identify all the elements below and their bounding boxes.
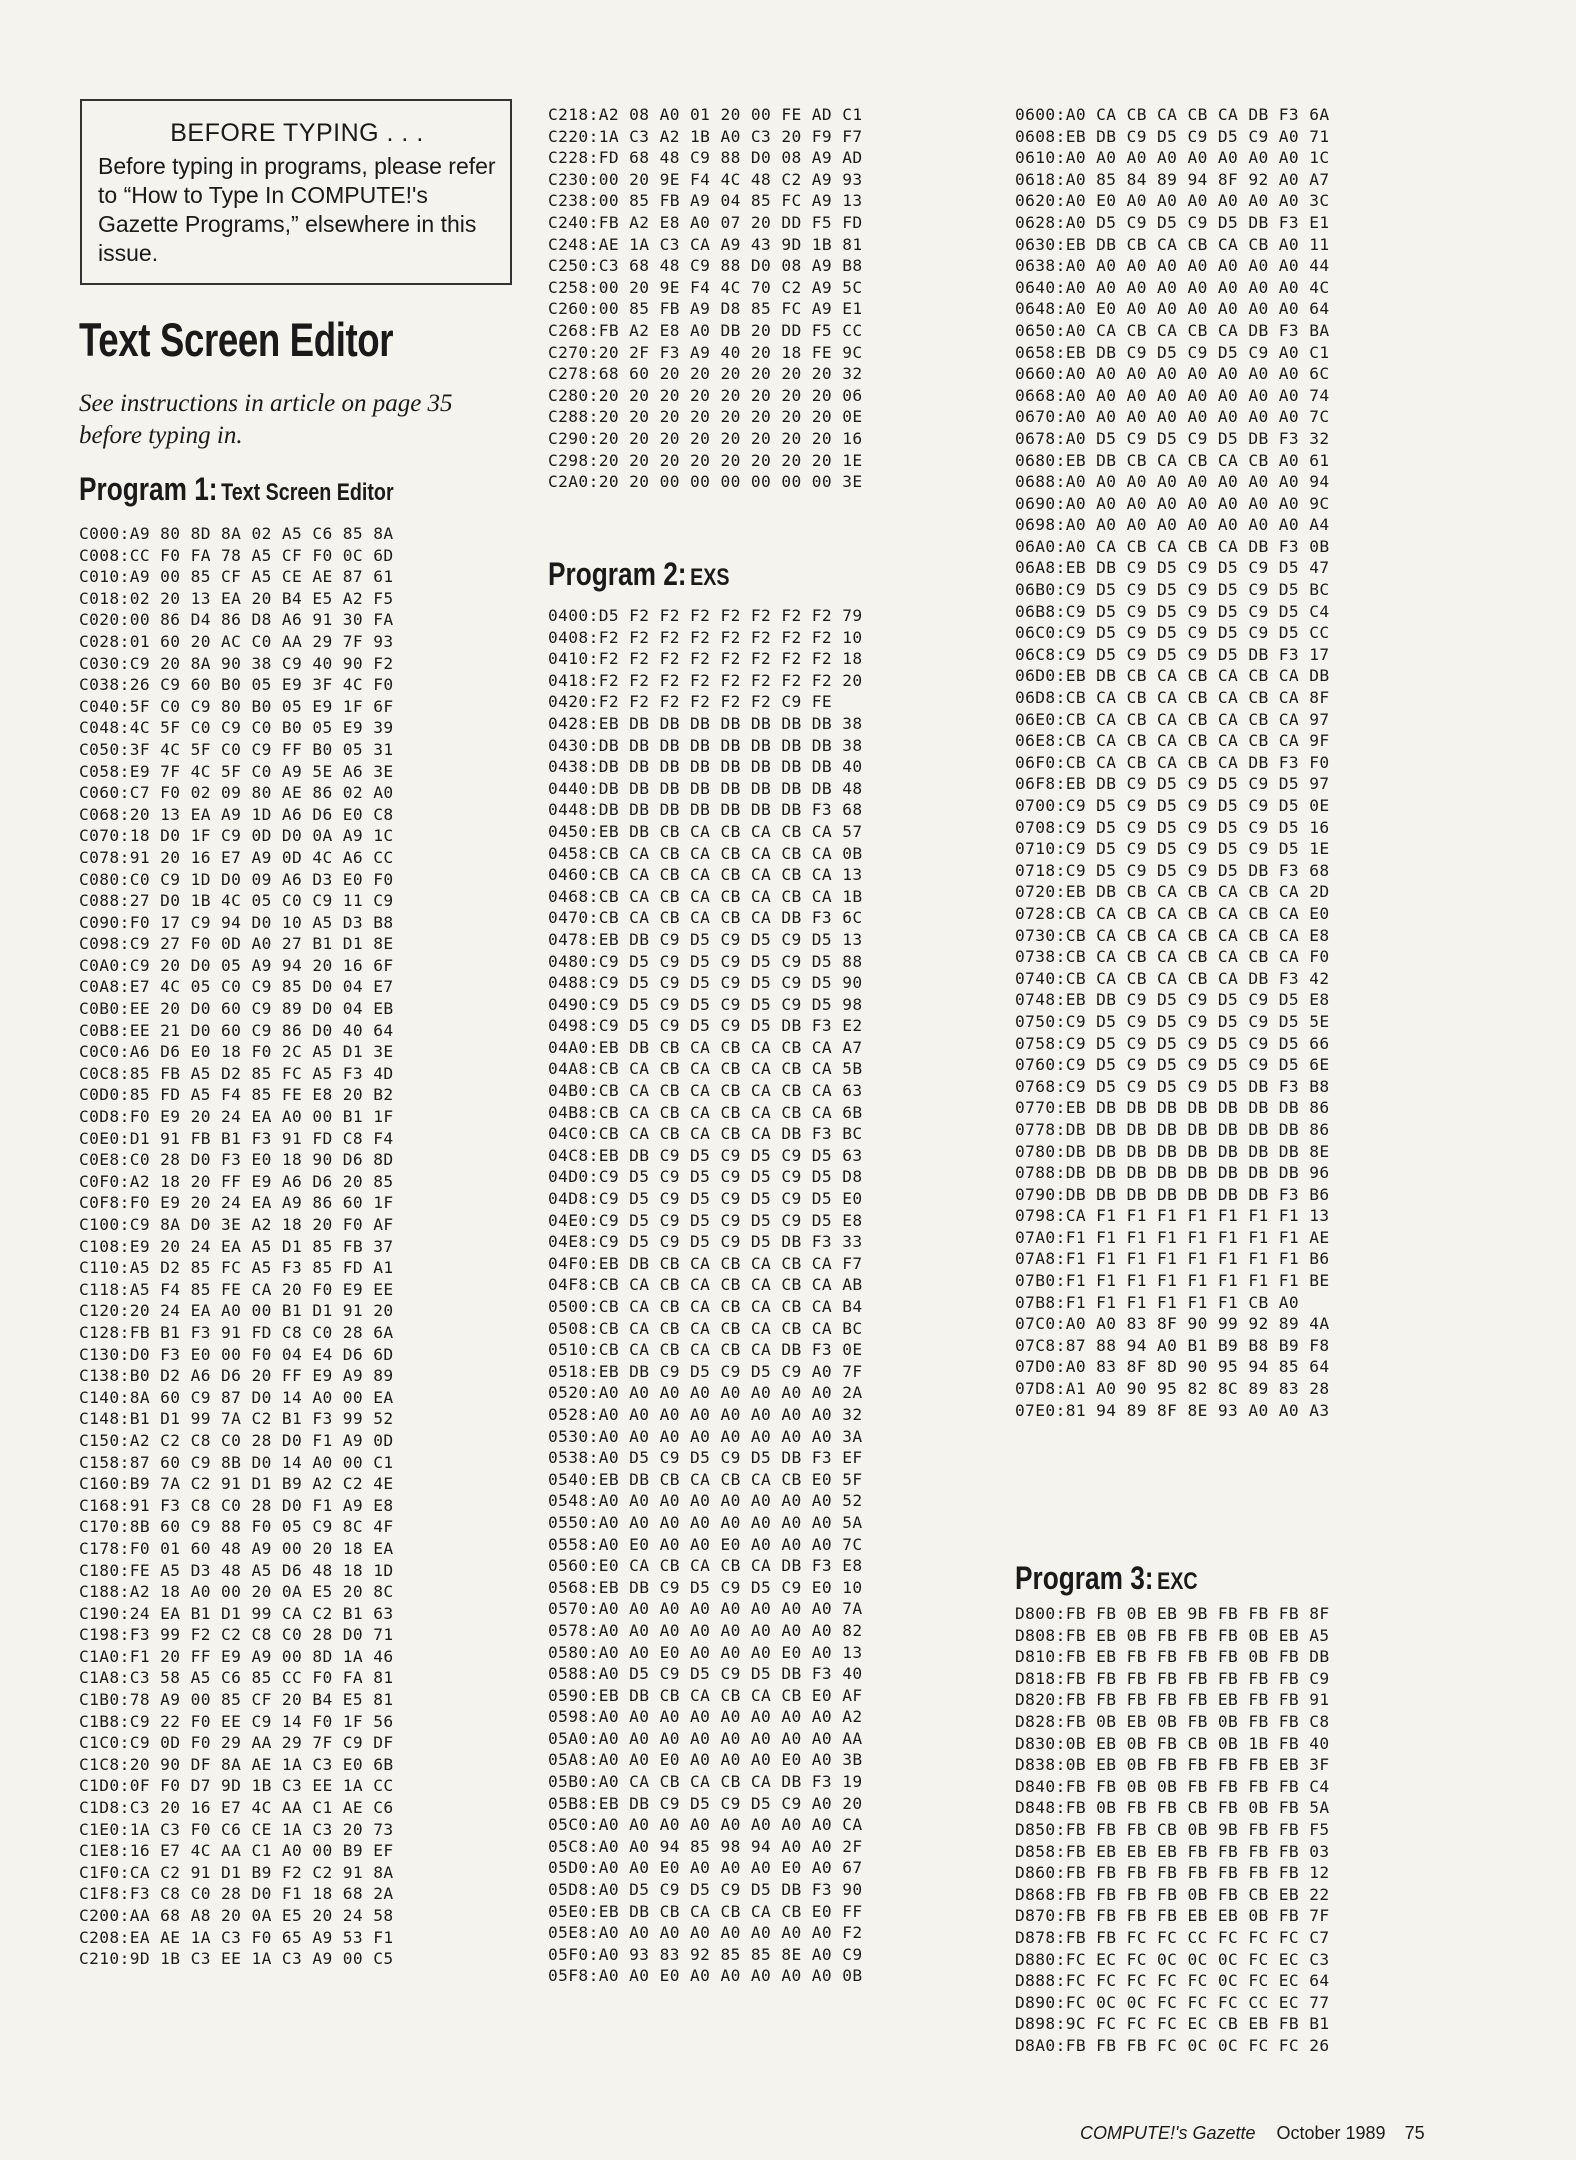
listing-line: 0530:A0 A0 A0 A0 A0 A0 A0 A0 3A — [548, 1426, 863, 1446]
listing-line: 0440:DB DB DB DB DB DB DB DB 48 — [548, 778, 863, 798]
listing-line: C058:E9 7F 4C 5F C0 A9 5E A6 3E — [79, 761, 394, 781]
listing-line: C000:A9 80 8D 8A 02 A5 C6 85 8A — [79, 524, 394, 543]
listing-line: 0418:F2 F2 F2 F2 F2 F2 F2 F2 20 — [548, 670, 863, 690]
listing-line: 05B8:EB DB C9 D5 C9 D5 C9 A0 20 — [548, 1793, 863, 1813]
listing-line: 0458:CB CA CB CA CB CA CB CA 0B — [548, 843, 863, 863]
listing-line: C0D8:F0 E9 20 24 EA A0 00 B1 1F — [79, 1107, 394, 1127]
listing-line: C258:00 20 9E F4 4C 70 C2 A9 5C — [548, 277, 863, 297]
listing-line: C008:CC F0 FA 78 A5 CF F0 0C 6D — [79, 545, 394, 565]
listing-line: C0A0:C9 20 D0 05 A9 94 20 16 6F — [79, 955, 394, 975]
listing-line: D800:FB FB 0B EB 9B FB FB FB 8F — [1015, 1604, 1330, 1623]
listing-line: C040:5F C0 C9 80 B0 05 E9 1F 6F — [79, 696, 394, 716]
program-3-label: Program 3: — [1015, 1560, 1154, 1596]
listing-line: 0558:A0 E0 A0 A0 E0 A0 A0 A0 7C — [548, 1534, 863, 1554]
listing-line: C0C0:A6 D6 E0 18 F0 2C A5 D1 3E — [79, 1042, 394, 1062]
listing-line: C018:02 20 13 EA 20 B4 E5 A2 F5 — [79, 588, 394, 608]
listing-line: C220:1A C3 A2 1B A0 C3 20 F9 F7 — [548, 126, 863, 146]
listing-line: D848:FB 0B FB FB CB FB 0B FB 5A — [1015, 1798, 1330, 1818]
listing-line: 06D0:EB DB CB CA CB CA CB CA DB — [1015, 666, 1330, 686]
listing-line: 05C0:A0 A0 A0 A0 A0 A0 A0 A0 CA — [548, 1815, 863, 1835]
listing-line: 0608:EB DB C9 D5 C9 D5 C9 A0 71 — [1015, 126, 1330, 146]
listing-line: C080:C0 C9 1D D0 09 A6 D3 E0 F0 — [79, 869, 394, 889]
listing-line: C158:87 60 C9 8B D0 14 A0 00 C1 — [79, 1452, 394, 1472]
listing-line: 0560:E0 CA CB CA CB CA DB F3 E8 — [548, 1556, 863, 1576]
listing-line: 0720:EB DB CB CA CB CA CB CA 2D — [1015, 882, 1330, 902]
listing-line: 05D8:A0 D5 C9 D5 C9 D5 DB F3 90 — [548, 1880, 863, 1900]
listing-line: C030:C9 20 8A 90 38 C9 40 90 F2 — [79, 653, 394, 673]
listing-line: 0508:CB CA CB CA CB CA CB CA BC — [548, 1318, 863, 1338]
listing-line: 04F8:CB CA CB CA CB CA CB CA AB — [548, 1275, 863, 1295]
listing-line: 0480:C9 D5 C9 D5 C9 D5 C9 D5 88 — [548, 951, 863, 971]
program-3-heading — [1015, 1560, 1198, 1597]
listing-line: C268:FB A2 E8 A0 DB 20 DD F5 CC — [548, 320, 863, 340]
listing-line: D820:FB FB FB FB FB EB FB FB 91 — [1015, 1690, 1330, 1710]
listing-line: 05F8:A0 A0 E0 A0 A0 A0 A0 A0 0B — [548, 1966, 863, 1986]
listing-line: 0548:A0 A0 A0 A0 A0 A0 A0 A0 52 — [548, 1491, 863, 1511]
listing-line: C0F0:A2 18 20 FF E9 A6 D6 20 85 — [79, 1171, 394, 1191]
listing-line: 07A8:F1 F1 F1 F1 F1 F1 F1 F1 B6 — [1015, 1249, 1330, 1269]
listing-line: C1B8:C9 22 F0 EE C9 14 F0 1F 56 — [79, 1711, 394, 1731]
listing-line: C230:00 20 9E F4 4C 48 C2 A9 93 — [548, 169, 863, 189]
article-intro: See instructions in article on page 35 before typing in. — [79, 390, 453, 449]
listing-line: 0758:C9 D5 C9 D5 C9 D5 C9 D5 66 — [1015, 1033, 1330, 1053]
listing-line: D818:FB FB FB FB FB FB FB FB C9 — [1015, 1668, 1330, 1688]
listing-line: 0760:C9 D5 C9 D5 C9 D5 C9 D5 6E — [1015, 1055, 1330, 1075]
listing-line: 06A0:A0 CA CB CA CB CA DB F3 0B — [1015, 536, 1330, 556]
page-footer — [1080, 2123, 1425, 2144]
listing-line: 0460:CB CA CB CA CB CA CB CA 13 — [548, 865, 863, 885]
listing-line: 07B0:F1 F1 F1 F1 F1 F1 F1 F1 BE — [1015, 1271, 1330, 1291]
listing-line: 0670:A0 A0 A0 A0 A0 A0 A0 A0 7C — [1015, 407, 1330, 427]
listing-line: 04C0:CB CA CB CA CB CA DB F3 BC — [548, 1124, 863, 1144]
listing-line: D878:FB FB FC FC CC FC FC FC C7 — [1015, 1927, 1330, 1947]
listing-line: 0778:DB DB DB DB DB DB DB DB 86 — [1015, 1119, 1330, 1139]
listing-line: 0580:A0 A0 E0 A0 A0 A0 E0 A0 13 — [548, 1642, 863, 1662]
listing-line: 04B0:CB CA CB CA CB CA CB CA 63 — [548, 1081, 863, 1101]
program-3-listing-col3 — [1015, 1603, 1330, 2056]
listing-line: C1A0:F1 20 FF E9 A9 00 8D 1A 46 — [79, 1646, 394, 1666]
listing-line: 0750:C9 D5 C9 D5 C9 D5 C9 D5 5E — [1015, 1011, 1330, 1031]
listing-line: 07C0:A0 A0 83 8F 90 99 92 89 4A — [1015, 1314, 1330, 1334]
listing-line: C198:F3 99 F2 C2 C8 C0 28 D0 71 — [79, 1625, 394, 1645]
listing-line: 0500:CB CA CB CA CB CA CB CA B4 — [548, 1297, 863, 1316]
listing-line: 05A0:A0 A0 A0 A0 A0 A0 A0 A0 AA — [548, 1728, 863, 1748]
listing-line: 0630:EB DB CB CA CB CA CB A0 11 — [1015, 234, 1330, 254]
listing-line: C248:AE 1A C3 CA A9 43 9D 1B 81 — [548, 234, 863, 254]
listing-line: 04B8:CB CA CB CA CB CA CB CA 6B — [548, 1102, 863, 1122]
listing-line: C048:4C 5F C0 C9 C0 B0 05 E9 39 — [79, 718, 394, 738]
listing-line: C270:20 2F F3 A9 40 20 18 FE 9C — [548, 342, 863, 362]
program-3-name: EXC — [1157, 1568, 1198, 1595]
listing-line: C150:A2 C2 C8 C0 28 D0 F1 A9 0D — [79, 1430, 394, 1450]
program-1-listing-col2 — [548, 104, 863, 493]
listing-line: 05B0:A0 CA CB CA CB CA DB F3 19 — [548, 1772, 863, 1792]
listing-line: 04C8:EB DB C9 D5 C9 D5 C9 D5 63 — [548, 1145, 863, 1165]
listing-line: 0708:C9 D5 C9 D5 C9 D5 C9 D5 16 — [1015, 817, 1330, 837]
listing-line: 0600:A0 CA CB CA CB CA DB F3 6A — [1015, 105, 1330, 124]
listing-line: C108:E9 20 24 EA A5 D1 85 FB 37 — [79, 1236, 394, 1256]
listing-line: C240:FB A2 E8 A0 07 20 DD F5 FD — [548, 212, 863, 232]
listing-line: 0438:DB DB DB DB DB DB DB DB 40 — [548, 757, 863, 777]
listing-line: C1D0:0F F0 D7 9D 1B C3 EE 1A CC — [79, 1776, 394, 1796]
listing-line: C278:68 60 20 20 20 20 20 20 32 — [548, 364, 863, 384]
program-1-listing-col1 — [79, 523, 394, 1970]
listing-line: 0510:CB CA CB CA CB CA DB F3 0E — [548, 1340, 863, 1360]
program-2-label: Program 2: — [548, 556, 687, 592]
listing-line: 0620:A0 E0 A0 A0 A0 A0 A0 A0 3C — [1015, 191, 1330, 211]
listing-line: 0788:DB DB DB DB DB DB DB DB 96 — [1015, 1163, 1330, 1183]
listing-line: D808:FB EB 0B FB FB FB 0B EB A5 — [1015, 1625, 1330, 1645]
listing-line: C298:20 20 20 20 20 20 20 20 1E — [548, 450, 863, 470]
listing-line: 0618:A0 85 84 89 94 8F 92 A0 A7 — [1015, 169, 1330, 189]
listing-line: 0718:C9 D5 C9 D5 C9 D5 DB F3 68 — [1015, 860, 1330, 880]
listing-line: 06B0:C9 D5 C9 D5 C9 D5 C9 D5 BC — [1015, 580, 1330, 600]
listing-line: 0638:A0 A0 A0 A0 A0 A0 A0 A0 44 — [1015, 256, 1330, 276]
listing-line: C128:FB B1 F3 91 FD C8 C0 28 6A — [79, 1322, 394, 1342]
listing-line: C088:27 D0 1B 4C 05 C0 C9 11 C9 — [79, 891, 394, 911]
listing-line: C0F8:F0 E9 20 24 EA A9 86 60 1F — [79, 1193, 394, 1213]
listing-line: 0668:A0 A0 A0 A0 A0 A0 A0 A0 74 — [1015, 385, 1330, 405]
listing-line: C288:20 20 20 20 20 20 20 20 0E — [548, 407, 863, 427]
listing-line: 0468:CB CA CB CA CB CA CB CA 1B — [548, 886, 863, 906]
listing-line: 07D8:A1 A0 90 95 82 8C 89 83 28 — [1015, 1379, 1330, 1399]
listing-line: C078:91 20 16 E7 A9 0D 4C A6 CC — [79, 847, 394, 867]
listing-line: D888:FC FC FC FC FC 0C FC EC 64 — [1015, 1971, 1330, 1991]
listing-line: C218:A2 08 A0 01 20 00 FE AD C1 — [548, 105, 863, 124]
listing-line: 0690:A0 A0 A0 A0 A0 A0 A0 A0 9C — [1015, 493, 1330, 513]
listing-line: C210:9D 1B C3 EE 1A C3 A9 00 C5 — [79, 1949, 394, 1969]
listing-line: C0D0:85 FD A5 F4 85 FE E8 20 B2 — [79, 1085, 394, 1105]
listing-line: 06E8:CB CA CB CA CB CA CB CA 9F — [1015, 731, 1330, 751]
listing-line: 0430:DB DB DB DB DB DB DB DB 38 — [548, 735, 863, 755]
listing-line: 07D0:A0 83 8F 8D 90 95 94 85 64 — [1015, 1357, 1330, 1377]
article-title: Text Screen Editor — [79, 313, 394, 366]
listing-line: C138:B0 D2 A6 D6 20 FF E9 A9 89 — [79, 1366, 394, 1386]
listing-line: C140:8A 60 C9 87 D0 14 A0 00 EA — [79, 1387, 394, 1407]
listing-line: 0768:C9 D5 C9 D5 C9 D5 DB F3 B8 — [1015, 1076, 1330, 1096]
listing-line: C188:A2 18 A0 00 20 0A E5 20 8C — [79, 1582, 394, 1602]
listing-line: 0518:EB DB C9 D5 C9 D5 C9 A0 7F — [548, 1361, 863, 1381]
listing-line: 0448:DB DB DB DB DB DB DB F3 68 — [548, 800, 863, 820]
listing-line: 06D8:CB CA CB CA CB CA CB CA 8F — [1015, 688, 1330, 708]
listing-line: 0578:A0 A0 A0 A0 A0 A0 A0 A0 82 — [548, 1620, 863, 1640]
listing-line: 0640:A0 A0 A0 A0 A0 A0 A0 A0 4C — [1015, 277, 1330, 297]
listing-line: 04D0:C9 D5 C9 D5 C9 D5 C9 D5 D8 — [548, 1167, 863, 1187]
listing-line: 0570:A0 A0 A0 A0 A0 A0 A0 A0 7A — [548, 1599, 863, 1619]
listing-line: C180:FE A5 D3 48 A5 D6 48 18 1D — [79, 1560, 394, 1580]
listing-line: 0730:CB CA CB CA CB CA CB CA E8 — [1015, 925, 1330, 945]
listing-line: C208:EA AE 1A C3 F0 65 A9 53 F1 — [79, 1927, 394, 1947]
listing-line: 0648:A0 E0 A0 A0 A0 A0 A0 A0 64 — [1015, 299, 1330, 319]
listing-line: 0478:EB DB C9 D5 C9 D5 C9 D5 13 — [548, 929, 863, 949]
listing-line: C170:8B 60 C9 88 F0 05 C9 8C 4F — [79, 1517, 394, 1537]
program-2-listing-col3 — [1015, 104, 1330, 1421]
listing-line: 07B8:F1 F1 F1 F1 F1 F1 CB A0 — [1015, 1292, 1300, 1312]
listing-line: C1A8:C3 58 A5 C6 85 CC F0 FA 81 — [79, 1668, 394, 1688]
listing-line: 0550:A0 A0 A0 A0 A0 A0 A0 A0 5A — [548, 1512, 863, 1532]
listing-line: C0E8:C0 28 D0 F3 E0 18 90 D6 8D — [79, 1150, 394, 1170]
listing-line: 0738:CB CA CB CA CB CA CB CA F0 — [1015, 947, 1330, 967]
listing-line: 0488:C9 D5 C9 D5 C9 D5 C9 D5 90 — [548, 973, 863, 993]
listing-line: C1C0:C9 0D F0 29 AA 29 7F C9 DF — [79, 1733, 394, 1753]
listing-line: C0E0:D1 91 FB B1 F3 91 FD C8 F4 — [79, 1128, 394, 1148]
listing-line: C050:3F 4C 5F C0 C9 FF B0 05 31 — [79, 739, 394, 759]
listing-line: 0540:EB DB CB CA CB CA CB E0 5F — [548, 1469, 863, 1489]
listing-line: D860:FB FB FB FB FB FB FB FB 12 — [1015, 1863, 1330, 1883]
listing-line: C1C8:20 90 DF 8A AE 1A C3 E0 6B — [79, 1754, 394, 1774]
listing-line: 05D0:A0 A0 E0 A0 A0 A0 E0 A0 67 — [548, 1858, 863, 1878]
notice-text: Before typing in programs, please refer to “How to Type In COMPUTE!'s Gazette Programs,” elsewhere in this issue. — [98, 153, 496, 266]
listing-line: 0650:A0 CA CB CA CB CA DB F3 BA — [1015, 320, 1330, 340]
listing-line: C228:FD 68 48 C9 88 D0 08 A9 AD — [548, 148, 863, 168]
listing-line: 0798:CA F1 F1 F1 F1 F1 F1 F1 13 — [1015, 1206, 1330, 1226]
listing-line: 0420:F2 F2 F2 F2 F2 F2 C9 FE — [548, 692, 833, 712]
footer-issue: October 1989 — [1276, 2123, 1386, 2143]
listing-line: C118:A5 F4 85 FE CA 20 F0 E9 EE — [79, 1279, 394, 1299]
listing-line: 0680:EB DB CB CA CB CA CB A0 61 — [1015, 450, 1330, 470]
listing-line: C2A0:20 20 00 00 00 00 00 00 3E — [548, 472, 863, 492]
listing-line: C280:20 20 20 20 20 20 20 20 06 — [548, 385, 863, 405]
listing-line: D840:FB FB 0B 0B FB FB FB FB C4 — [1015, 1776, 1330, 1796]
listing-line: 0610:A0 A0 A0 A0 A0 A0 A0 A0 1C — [1015, 148, 1330, 168]
program-1-label: Program 1: — [79, 471, 218, 507]
listing-line: 0520:A0 A0 A0 A0 A0 A0 A0 A0 2A — [548, 1383, 863, 1403]
listing-line: D858:FB EB EB EB FB FB FB FB 03 — [1015, 1841, 1330, 1861]
listing-line: C0C8:85 FB A5 D2 85 FC A5 F3 4D — [79, 1063, 394, 1083]
listing-line: 06F0:CB CA CB CA CB CA DB F3 F0 — [1015, 752, 1330, 772]
listing-line: 04E8:C9 D5 C9 D5 C9 D5 DB F3 33 — [548, 1232, 863, 1252]
listing-line: C0B0:EE 20 D0 60 C9 89 D0 04 EB — [79, 999, 394, 1019]
listing-line: C250:C3 68 48 C9 88 D0 08 A9 B8 — [548, 256, 863, 276]
listing-line: 0400:D5 F2 F2 F2 F2 F2 F2 F2 79 — [548, 606, 863, 625]
listing-line: C068:20 13 EA A9 1D A6 D6 E0 C8 — [79, 804, 394, 824]
listing-line: 06B8:C9 D5 C9 D5 C9 D5 C9 D5 C4 — [1015, 601, 1330, 621]
listing-line: 0528:A0 A0 A0 A0 A0 A0 A0 A0 32 — [548, 1404, 863, 1424]
listing-line: 0470:CB CA CB CA CB CA DB F3 6C — [548, 908, 863, 928]
listing-line: 07C8:87 88 94 A0 B1 B9 B8 B9 F8 — [1015, 1335, 1330, 1355]
listing-line: C020:00 86 D4 86 D8 A6 91 30 FA — [79, 610, 394, 630]
listing-line: D850:FB FB FB CB 0B 9B FB FB F5 — [1015, 1819, 1330, 1839]
listing-line: C028:01 60 20 AC C0 AA 29 7F 93 — [79, 631, 394, 651]
listing-line: D868:FB FB FB FB 0B FB CB EB 22 — [1015, 1884, 1330, 1904]
listing-line: 07A0:F1 F1 F1 F1 F1 F1 F1 F1 AE — [1015, 1227, 1330, 1247]
listing-line: C190:24 EA B1 D1 99 CA C2 B1 63 — [79, 1603, 394, 1623]
listing-line: 04D8:C9 D5 C9 D5 C9 D5 C9 D5 E0 — [548, 1189, 863, 1209]
listing-line: D8A0:FB FB FB FC 0C 0C FC FC 26 — [1015, 2035, 1330, 2055]
listing-line: 0660:A0 A0 A0 A0 A0 A0 A0 A0 6C — [1015, 364, 1330, 384]
listing-line: 0728:CB CA CB CA CB CA CB CA E0 — [1015, 903, 1330, 923]
listing-line: 0770:EB DB DB DB DB DB DB DB 86 — [1015, 1098, 1330, 1118]
listing-line: 05E0:EB DB CB CA CB CA CB E0 FF — [548, 1901, 863, 1921]
listing-line: C168:91 F3 C8 C0 28 D0 F1 A9 E8 — [79, 1495, 394, 1515]
listing-line: C070:18 D0 1F C9 0D D0 0A A9 1C — [79, 826, 394, 846]
listing-line: C130:D0 F3 E0 00 F0 04 E4 D6 6D — [79, 1344, 394, 1364]
listing-line: C110:A5 D2 85 FC A5 F3 85 FD A1 — [79, 1258, 394, 1278]
listing-line: 0490:C9 D5 C9 D5 C9 D5 C9 D5 98 — [548, 994, 863, 1014]
listing-line: C178:F0 01 60 48 A9 00 20 18 EA — [79, 1538, 394, 1558]
listing-line: 0700:C9 D5 C9 D5 C9 D5 C9 D5 0E — [1015, 796, 1330, 815]
listing-line: D898:9C FC FC FC EC CB EB FB B1 — [1015, 2014, 1330, 2034]
listing-line: 0740:CB CA CB CA CB CA DB F3 42 — [1015, 968, 1330, 988]
listing-line: D810:FB EB FB FB FB FB 0B FB DB — [1015, 1647, 1330, 1667]
listing-line: C260:00 85 FB A9 D8 85 FC A9 E1 — [548, 299, 863, 319]
listing-line: 04A0:EB DB CB CA CB CA CB CA A7 — [548, 1037, 863, 1057]
program-1-name: Text Screen Editor — [221, 479, 394, 506]
listing-line: 0678:A0 D5 C9 D5 C9 D5 DB F3 32 — [1015, 428, 1330, 448]
listing-line: 04E0:C9 D5 C9 D5 C9 D5 C9 D5 E8 — [548, 1210, 863, 1230]
listing-line: 0498:C9 D5 C9 D5 C9 D5 DB F3 E2 — [548, 1016, 863, 1036]
program-2-name: EXS — [690, 564, 730, 591]
listing-line: 06F8:EB DB C9 D5 C9 D5 C9 D5 97 — [1015, 774, 1330, 794]
listing-line: C100:C9 8A D0 3E A2 18 20 F0 AF — [79, 1215, 394, 1234]
listing-line: C090:F0 17 C9 94 D0 10 A5 D3 B8 — [79, 912, 394, 932]
listing-line: 0590:EB DB CB CA CB CA CB E0 AF — [548, 1685, 863, 1705]
listing-line: 0450:EB DB CB CA CB CA CB CA 57 — [548, 821, 863, 841]
listing-line: C0B8:EE 21 D0 60 C9 86 D0 40 64 — [79, 1020, 394, 1040]
footer-magazine: COMPUTE!'s Gazette — [1080, 2123, 1256, 2143]
footer-page-number: 75 — [1404, 2123, 1425, 2143]
listing-line: 0408:F2 F2 F2 F2 F2 F2 F2 F2 10 — [548, 627, 863, 647]
listing-line: 06C0:C9 D5 C9 D5 C9 D5 C9 D5 CC — [1015, 623, 1330, 643]
listing-line: D890:FC 0C 0C FC FC FC CC EC 77 — [1015, 1992, 1330, 2012]
program-2-heading — [548, 556, 730, 593]
listing-line: C120:20 24 EA A0 00 B1 D1 91 20 — [79, 1301, 394, 1321]
listing-line: C1B0:78 A9 00 85 CF 20 B4 E5 81 — [79, 1690, 394, 1710]
listing-line: C200:AA 68 A8 20 0A E5 20 24 58 — [79, 1906, 394, 1925]
listing-line: 0628:A0 D5 C9 D5 C9 D5 DB F3 E1 — [1015, 212, 1330, 232]
listing-line: C010:A9 00 85 CF A5 CE AE 87 61 — [79, 567, 394, 587]
listing-line: 0428:EB DB DB DB DB DB DB DB 38 — [548, 713, 863, 733]
listing-line: C038:26 C9 60 B0 05 E9 3F 4C F0 — [79, 675, 394, 695]
listing-line: 05A8:A0 A0 E0 A0 A0 A0 E0 A0 3B — [548, 1750, 863, 1770]
listing-line: 0588:A0 D5 C9 D5 C9 D5 DB F3 40 — [548, 1664, 863, 1684]
listing-line: 0710:C9 D5 C9 D5 C9 D5 C9 D5 1E — [1015, 839, 1330, 859]
listing-line: C1F8:F3 C8 C0 28 D0 F1 18 68 2A — [79, 1884, 394, 1904]
listing-line: 06E0:CB CA CB CA CB CA CB CA 97 — [1015, 709, 1330, 729]
listing-line: 05E8:A0 A0 A0 A0 A0 A0 A0 A0 F2 — [548, 1923, 863, 1943]
listing-line: 06A8:EB DB C9 D5 C9 D5 C9 D5 47 — [1015, 558, 1330, 578]
program-1-heading — [79, 471, 394, 508]
listing-line: 0410:F2 F2 F2 F2 F2 F2 F2 F2 18 — [548, 649, 863, 669]
listing-line: 04F0:EB DB CB CA CB CA CB CA F7 — [548, 1253, 863, 1273]
listing-line: C160:B9 7A C2 91 D1 B9 A2 C2 4E — [79, 1474, 394, 1494]
listing-line: 07E0:81 94 89 8F 8E 93 A0 A0 A3 — [1015, 1400, 1330, 1420]
notice-heading: BEFORE TYPING . . . — [170, 119, 424, 147]
listing-line: 0538:A0 D5 C9 D5 C9 D5 DB F3 EF — [548, 1448, 863, 1468]
listing-line: C238:00 85 FB A9 04 85 FC A9 13 — [548, 191, 863, 211]
listing-line: 0780:DB DB DB DB DB DB DB DB 8E — [1015, 1141, 1330, 1161]
listing-line: 0790:DB DB DB DB DB DB DB F3 B6 — [1015, 1184, 1330, 1204]
listing-line: C290:20 20 20 20 20 20 20 20 16 — [548, 428, 863, 448]
listing-line: C0A8:E7 4C 05 C0 C9 85 D0 04 E7 — [79, 977, 394, 997]
listing-line: 0568:EB DB C9 D5 C9 D5 C9 E0 10 — [548, 1577, 863, 1597]
listing-line: D830:0B EB 0B FB CB 0B 1B FB 40 — [1015, 1733, 1330, 1753]
listing-line: 0748:EB DB C9 D5 C9 D5 C9 D5 E8 — [1015, 990, 1330, 1010]
listing-line: 04A8:CB CA CB CA CB CA CB CA 5B — [548, 1059, 863, 1079]
listing-line: 0698:A0 A0 A0 A0 A0 A0 A0 A0 A4 — [1015, 515, 1330, 535]
listing-line: C060:C7 F0 02 09 80 AE 86 02 A0 — [79, 783, 394, 803]
listing-line: 0688:A0 A0 A0 A0 A0 A0 A0 A0 94 — [1015, 472, 1330, 492]
listing-line: 0658:EB DB C9 D5 C9 D5 C9 A0 C1 — [1015, 342, 1330, 362]
listing-line: D880:FC EC FC 0C 0C 0C FC EC C3 — [1015, 1949, 1330, 1969]
listing-line: 06C8:C9 D5 C9 D5 C9 D5 DB F3 17 — [1015, 644, 1330, 664]
listing-line: C1D8:C3 20 16 E7 4C AA C1 AE C6 — [79, 1798, 394, 1818]
listing-line: C1E8:16 E7 4C AA C1 A0 00 B9 EF — [79, 1841, 394, 1861]
listing-line: 05F0:A0 93 83 92 85 85 8E A0 C9 — [548, 1944, 863, 1964]
listing-line: C1F0:CA C2 91 D1 B9 F2 C2 91 8A — [79, 1862, 394, 1882]
listing-line: 05C8:A0 A0 94 85 98 94 A0 A0 2F — [548, 1836, 863, 1856]
program-2-listing-col2 — [548, 605, 863, 1987]
listing-line: C148:B1 D1 99 7A C2 B1 F3 99 52 — [79, 1409, 394, 1429]
listing-line: 0598:A0 A0 A0 A0 A0 A0 A0 A0 A2 — [548, 1707, 863, 1727]
listing-line: D870:FB FB FB FB EB EB 0B FB 7F — [1015, 1906, 1330, 1926]
listing-line: C1E0:1A C3 F0 C6 CE 1A C3 20 73 — [79, 1819, 394, 1839]
listing-line: C098:C9 27 F0 0D A0 27 B1 D1 8E — [79, 934, 394, 954]
before-typing-notice — [80, 99, 512, 285]
listing-line: D838:0B EB 0B FB FB FB FB EB 3F — [1015, 1755, 1330, 1775]
listing-line: D828:FB 0B EB 0B FB 0B FB FB C8 — [1015, 1711, 1330, 1731]
